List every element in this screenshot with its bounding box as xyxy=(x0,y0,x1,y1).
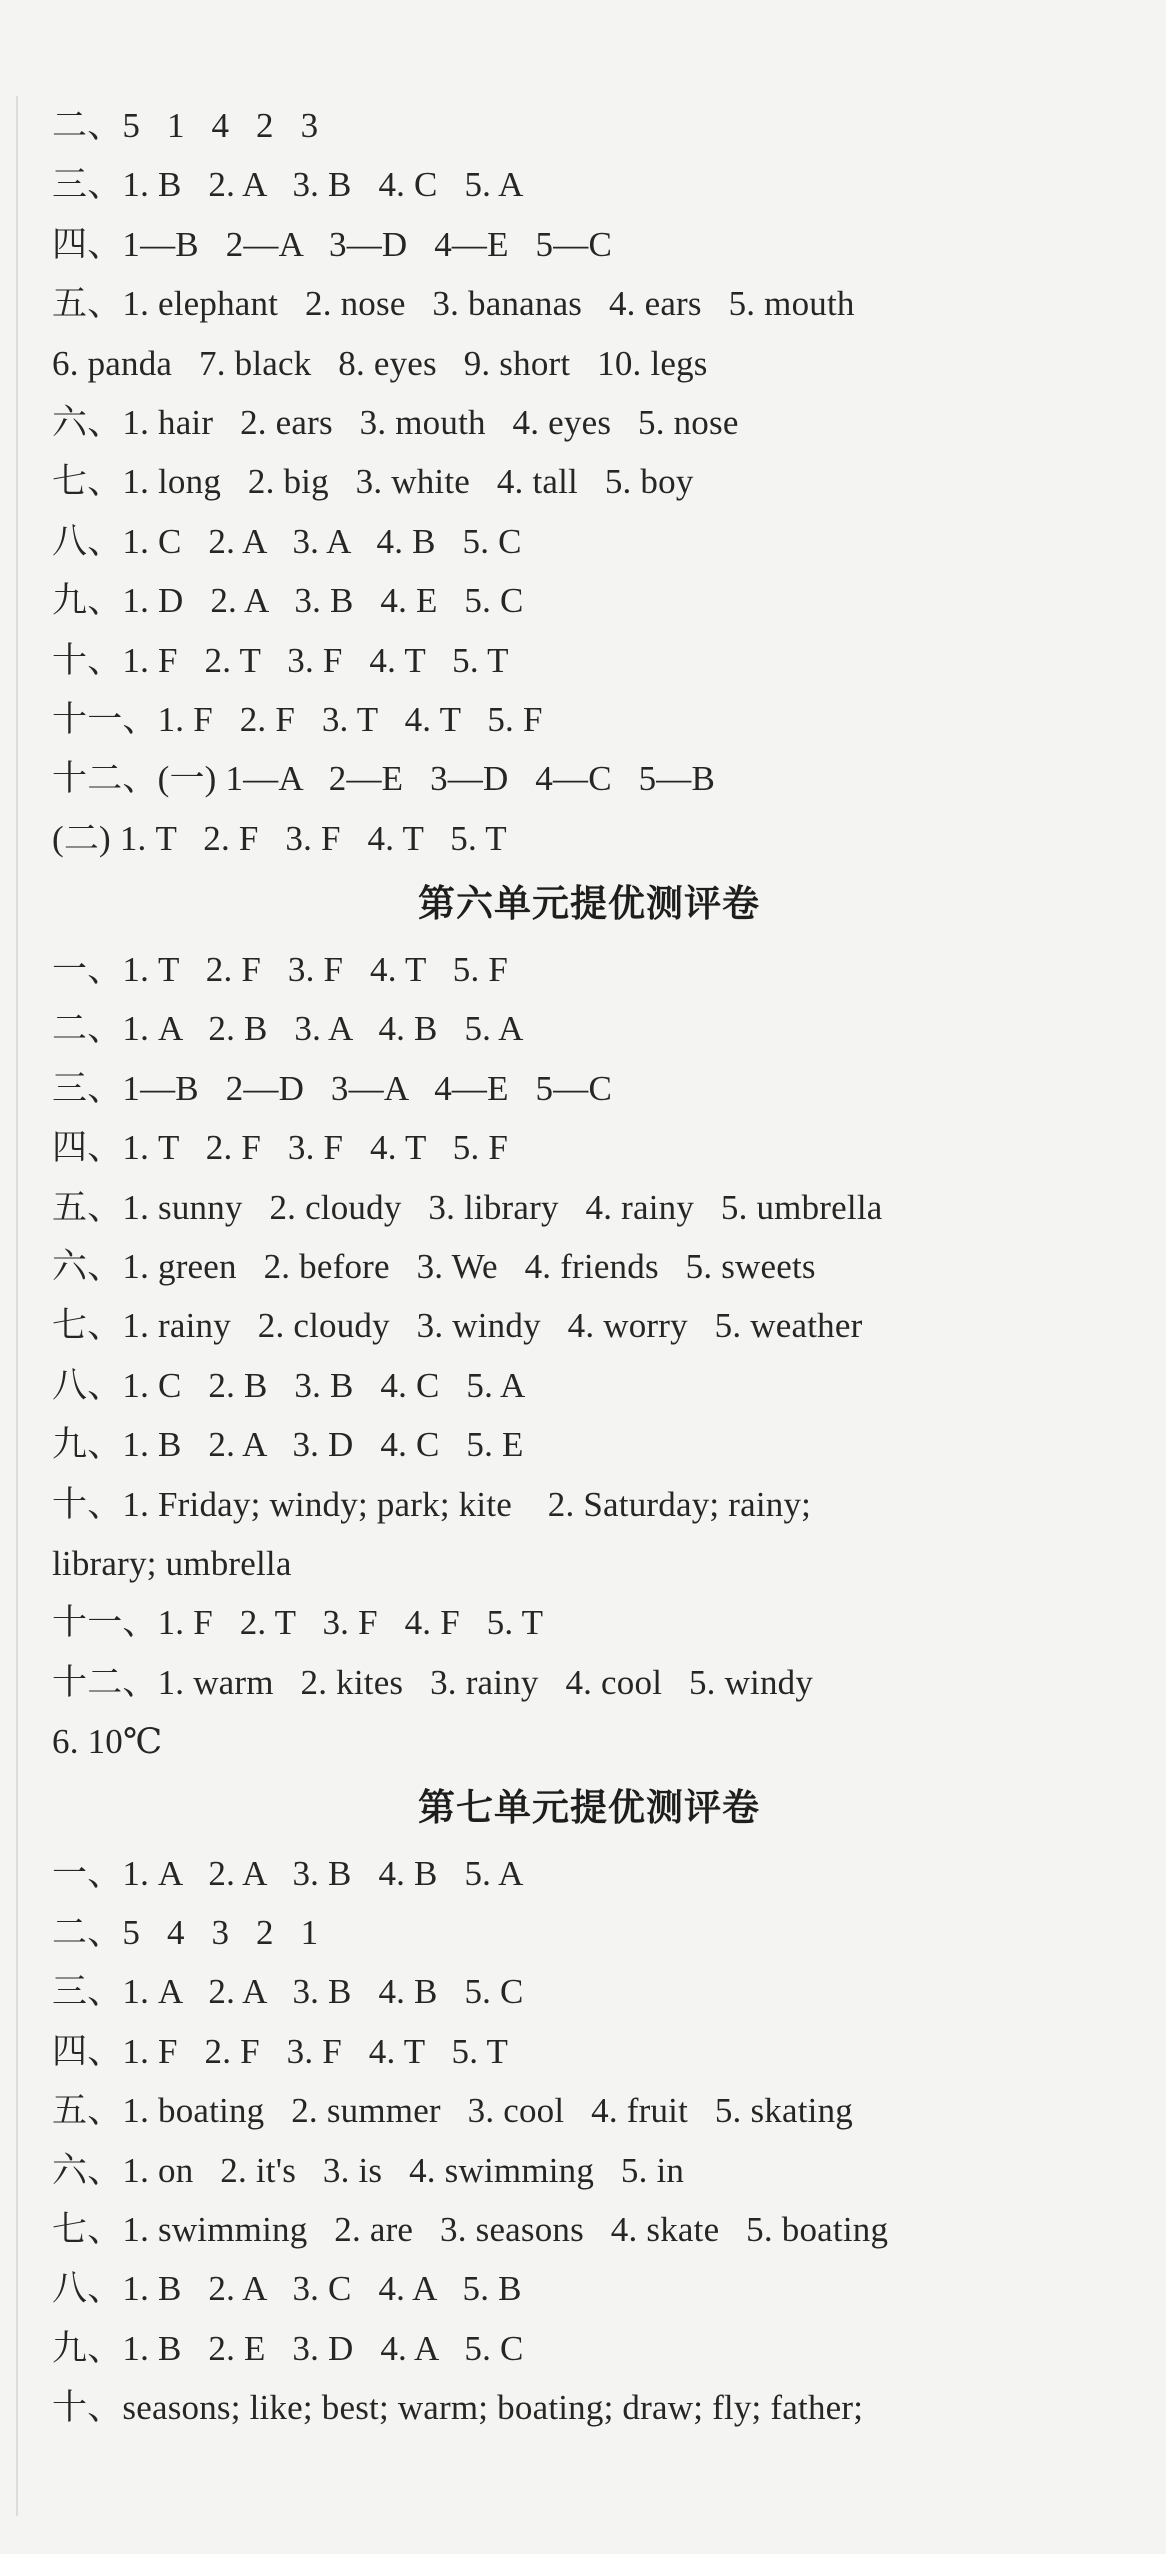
answer-line: 七、1. rainy 2. cloudy 3. windy 4. worry 5. weather xyxy=(52,1306,863,1346)
answer-line: 八、1. C 2. A 3. A 4. B 5. C xyxy=(52,521,522,561)
answer-line: 一、1. T 2. F 3. F 4. T 5. F xyxy=(52,950,509,990)
answer-line: 十、seasons; like; best; warm; boating; draw; fly; father; xyxy=(52,2388,864,2428)
answer-line: library; umbrella xyxy=(52,1543,292,1583)
answer-line: 二、5 1 4 2 3 xyxy=(52,106,319,145)
answer-line: 九、1. B 2. A 3. D 4. C 5. E xyxy=(52,1425,524,1465)
answer-line: (二) 1. T 2. F 3. F 4. T 5. T xyxy=(52,818,507,858)
answer-line: 十、1. F 2. T 3. F 4. T 5. T xyxy=(52,640,509,680)
answer-line: 二、1. A 2. B 3. A 4. B 5. A xyxy=(52,1009,524,1049)
answer-line: 十、1. Friday; windy; park; kite 2. Saturday; rainy; xyxy=(52,1484,812,1524)
unit6-title: 第六单元提优测评卷 xyxy=(418,882,760,926)
answer-line: 五、1. elephant 2. nose 3. bananas 4. ears 5. mouth xyxy=(52,284,855,324)
answer-line: 五、1. boating 2. summer 3. cool 4. fruit 5. skating xyxy=(52,2091,853,2131)
unit7-section xyxy=(52,1772,1126,2438)
unit6-section xyxy=(52,868,1126,1771)
answer-line: 一、1. A 2. A 3. B 4. B 5. A xyxy=(52,1853,524,1893)
answer-line: 四、1. T 2. F 3. F 4. T 5. F xyxy=(52,1128,509,1168)
answer-line: 七、1. long 2. big 3. white 4. tall 5. boy xyxy=(52,462,694,502)
answer-line: 三、1—B 2—D 3—A 4—E 5—C xyxy=(52,1068,612,1108)
unit7-title: 第七单元提优测评卷 xyxy=(418,1785,760,1829)
previous-unit-answers xyxy=(52,96,1126,868)
answer-line: 十二、1. warm 2. kites 3. rainy 4. cool 5. windy xyxy=(52,1662,814,1702)
answer-line: 二、5 4 3 2 1 xyxy=(52,1912,319,1952)
answer-line: 八、1. C 2. B 3. B 4. C 5. A xyxy=(52,1365,526,1405)
answer-line: 七、1. swimming 2. are 3. seasons 4. skate 5. boating xyxy=(52,2209,889,2249)
answer-line: 四、1—B 2—A 3—D 4—E 5—C xyxy=(52,224,612,264)
answer-line: 三、1. B 2. A 3. B 4. C 5. A xyxy=(52,165,524,205)
answer-line: 九、1. B 2. E 3. D 4. A 5. C xyxy=(52,2328,524,2368)
answer-line: 八、1. B 2. A 3. C 4. A 5. B xyxy=(52,2269,522,2309)
answer-line: 十一、1. F 2. F 3. T 4. T 5. F xyxy=(52,699,543,739)
answer-line: 六、1. hair 2. ears 3. mouth 4. eyes 5. nose xyxy=(52,402,739,442)
answer-line: 四、1. F 2. F 3. F 4. T 5. T xyxy=(52,2031,509,2071)
answer-line: 六、1. on 2. it's 3. is 4. swimming 5. in xyxy=(52,2150,685,2190)
answer-line: 6. 10℃ xyxy=(52,1722,163,1762)
answer-line: 十二、(一) 1—A 2—E 3—D 4—C 5—B xyxy=(52,759,716,799)
margin-rule xyxy=(16,96,18,2516)
answer-line: 九、1. D 2. A 3. B 4. E 5. C xyxy=(52,581,524,621)
answer-line: 6. panda 7. black 8. eyes 9. short 10. legs xyxy=(52,343,708,383)
answer-line: 六、1. green 2. before 3. We 4. friends 5. sweets xyxy=(52,1247,816,1287)
answer-line: 十一、1. F 2. T 3. F 4. F 5. T xyxy=(52,1603,544,1643)
answer-line: 三、1. A 2. A 3. B 4. B 5. C xyxy=(52,1972,524,2012)
answer-line: 五、1. sunny 2. cloudy 3. library 4. rainy 5. umbrella xyxy=(52,1187,883,1227)
